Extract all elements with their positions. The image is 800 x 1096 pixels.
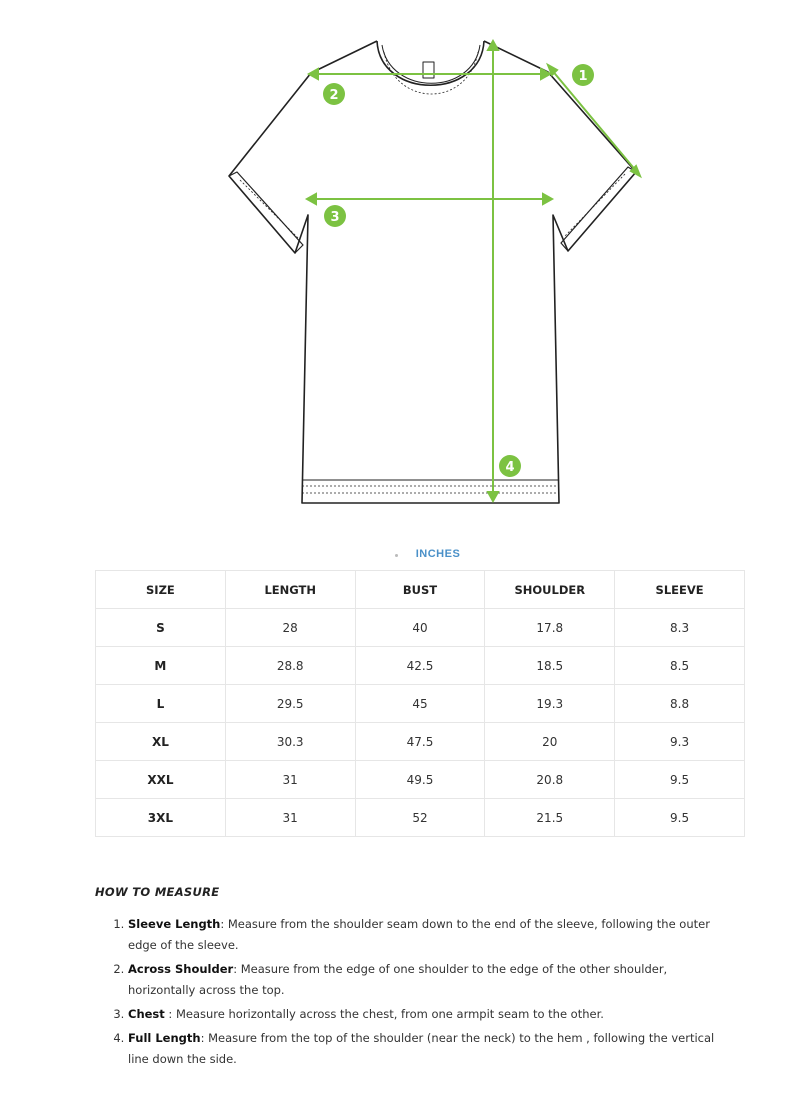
header-bust: BUST [355,571,485,609]
table-row [96,685,745,723]
bust-cell: 42.5 [355,647,485,685]
table-row [96,723,745,761]
length-cell: 31 [225,761,355,799]
step-separator: : [233,962,238,976]
size-cell: L [96,685,226,723]
header-length: LENGTH [225,571,355,609]
sleeve-cell: 9.3 [615,723,745,761]
sleeve-cell: 8.3 [615,609,745,647]
marker-2 [323,83,345,105]
length-cell: 31 [225,799,355,837]
step-text: Measure from the edge of one shoulder to the edge of the other shoulder, horizontally across the top. [128,962,668,997]
svg-text:2: 2 [329,88,339,103]
list-item [128,959,728,1001]
size-chart-table [95,570,745,837]
length-cell: 28 [225,609,355,647]
step-text: Measure from the top of the shoulder (near the neck) to the hem , following the vertical line down the side. [128,1031,715,1066]
step-term: Full Length [128,1031,201,1045]
step-separator: : [220,917,225,931]
size-cell: XXL [96,761,226,799]
size-cell: M [96,647,226,685]
step-term: Across Shoulder [128,962,234,976]
length-cell: 28.8 [225,647,355,685]
header-size: SIZE [96,571,226,609]
size-cell: XL [96,723,226,761]
sleeve-cell: 8.5 [615,647,745,685]
table-row [96,647,745,685]
shoulder-cell: 18.5 [485,647,615,685]
tshirt-measurement-diagram [0,0,800,520]
table-row [96,609,745,647]
length-cell: 30.3 [225,723,355,761]
step-separator: : [200,1031,205,1045]
svg-text:3: 3 [330,210,340,225]
step-separator: : [164,1007,173,1021]
sleeve-cell: 9.5 [615,761,745,799]
marker-3 [324,205,346,227]
bust-cell: 40 [355,609,485,647]
size-cell: S [96,609,226,647]
size-cell: 3XL [96,799,226,837]
length-cell: 29.5 [225,685,355,723]
marker-4 [499,455,521,477]
how-to-measure-title: HOW TO MEASURE [95,885,220,899]
bust-cell: 47.5 [355,723,485,761]
table-row [96,761,745,799]
sleeve-cell: 8.8 [615,685,745,723]
unit-label: INCHES [415,548,461,560]
shoulder-cell: 21.5 [485,799,615,837]
marker-1 [572,64,594,86]
table-row [96,799,745,837]
header-shoulder: SHOULDER [485,571,615,609]
shoulder-cell: 17.8 [485,609,615,647]
tshirt-outline [229,41,636,503]
svg-text:1: 1 [578,69,588,84]
bust-cell: 45 [355,685,485,723]
step-text: Measure from the shoulder seam down to the end of the sleeve, following the outer edge of the sleeve. [128,917,710,952]
measure-steps-list [128,914,728,1073]
collar [377,41,484,85]
step-term: Chest [128,1007,165,1021]
shoulder-cell: 20.8 [485,761,615,799]
list-item [128,914,728,956]
step-text: Measure horizontally across the chest, from one armpit seam to the other. [172,1007,604,1021]
svg-text:4: 4 [505,460,515,475]
step-term: Sleeve Length [128,917,221,931]
list-item [128,1004,728,1025]
sleeve-length-arrow [551,69,637,172]
bust-cell: 52 [355,799,485,837]
header-sleeve: SLEEVE [615,571,745,609]
shoulder-cell: 20 [485,723,615,761]
table-header-row [96,571,745,609]
list-item [128,1028,728,1070]
bust-cell: 49.5 [355,761,485,799]
shoulder-cell: 19.3 [485,685,615,723]
sleeve-cell: 9.5 [615,799,745,837]
